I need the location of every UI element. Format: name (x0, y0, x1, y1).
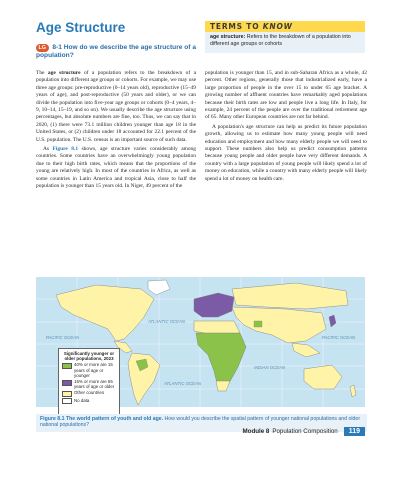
terms-definition: age structure: Refers to the breakdown of a population into different age groups or cohorts (205, 32, 365, 53)
terms-to-know-box (205, 21, 365, 53)
paragraph: As Figure 8.1 shows, age structure varies considerably among countries. Some countries have an overwhelmingly young population due to their high birth rates, which means that the proportions of the young are relatively high. In most of the countries in Africa, as well as some countries in Latin America and tropical Asia, close to half the population is younger than 15 years old. In Niger, 49 percent of the (36, 146, 196, 190)
caption-ref: Figure 8.1 (40, 416, 65, 422)
map-legend (58, 348, 120, 416)
learning-objective (36, 44, 196, 60)
legend-item: No data (62, 398, 116, 405)
caption-title: The world pattern of youth and old age. (64, 416, 164, 422)
left-column (36, 70, 196, 193)
ocean-label: INDIAN OCEAN (254, 365, 286, 370)
terms-heading: TERMS TO KNOW (205, 21, 365, 32)
legend-swatch (62, 363, 72, 369)
section-label: Population Composition (272, 428, 338, 435)
paragraph: A population's age structure can help us predict its future population growth, allowing us to estimate how many young people will need education and employment and how many elderly people we will need to support. These numbers also help us predict consumption patterns because young people and older people have very different demands. A country with a large population of young people will likely spend a lot of money on education, while a country with many elderly people will likely spend a lot of money on health care. (205, 123, 367, 182)
afghanistan-young (254, 321, 262, 327)
legend-swatch (62, 380, 72, 386)
page-footer (243, 427, 365, 436)
page-number: 119 (344, 427, 365, 436)
paragraph: population is younger than 15, and in sub-Saharan Africa as a whole, 42 percent. Other regions, generally those that industrialized early, have a large proportion of people in the over 15 to under 65 age bracket. A growing number of affluent countries have remarkably aged populations because their birth rates are low and people live a long life. In Italy, for example, 24 percent of the people are over the traditional retirement age of 65. Many other European countries are not far behind. (205, 70, 367, 121)
caption-question: How would you describe the spatial pattern of younger national populations and older national populations? (40, 416, 361, 429)
page-title: Age Structure (36, 20, 126, 35)
objective-number: 8-1 (52, 44, 62, 51)
legend-item: 40% or more are 15 years of age or younger (62, 362, 116, 378)
ocean-label: ATLANTIC OCEAN (164, 381, 201, 386)
legend-title: Significantly younger or older populations, 2023 (63, 351, 115, 362)
legend-item: 15% or more are 65 years of age or older (62, 379, 116, 389)
legend-item: Other countries (62, 390, 116, 397)
right-column (205, 70, 367, 185)
legend-swatch (62, 391, 72, 397)
learning-goal-badge: LG (36, 44, 49, 52)
ocean-label: PACIFIC OCEAN (322, 335, 356, 340)
ocean-label: PACIFIC OCEAN (46, 335, 80, 340)
objective-question: How do we describe the age structure of a population? (36, 44, 196, 59)
paragraph: The age structure of a population refers to the breakdown of a population into different age groups or cohorts. For example, we may use three age groups: pre-reproductive (0–14 years old), reproductive (15–49 years of age), and post-reproductive (50 years and older), or we can divide the population into five-year age groups or cohorts (0–4 years, 4–9, 10–14, 15–19, and so on). We usually describe the age structure using percentages, but absolute numbers are fine, too. Thus, we can say that in 2020, (1) there were 73.1 million children younger than age 18 in the United States, or (2) children under 18 accounted for 22.1 percent of the U.S. population. The U.S. census is an important source of such data. (36, 70, 196, 143)
ocean-label: ATLANTIC OCEAN (148, 319, 185, 324)
figure-reference-link[interactable]: Figure 8.1 (52, 146, 79, 153)
module-label: Module 8 (242, 428, 270, 435)
legend-swatch (62, 398, 72, 404)
